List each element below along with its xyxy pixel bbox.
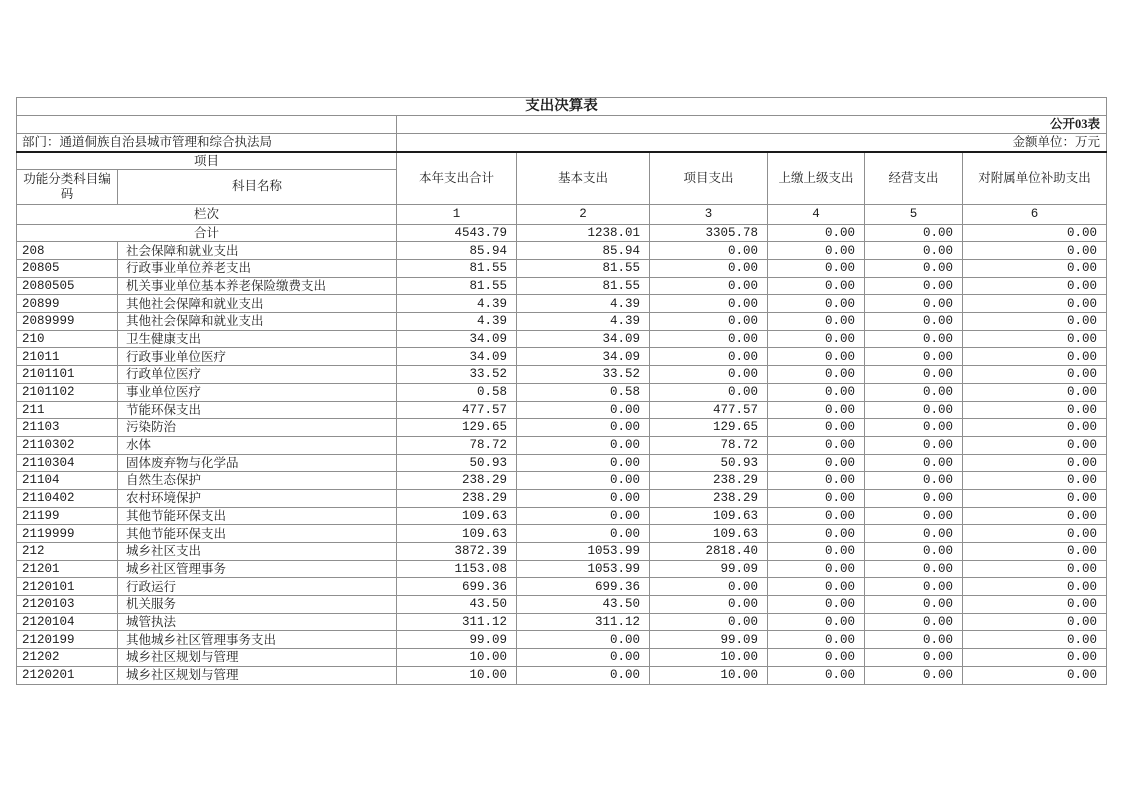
value-cell: 109.63 [650,525,768,543]
value-cell: 0.00 [963,295,1107,313]
table-row [17,472,1107,490]
header-col-operating: 经营支出 [865,152,963,204]
name-cell: 事业单位医疗 [118,383,397,401]
total-value: 0.00 [865,224,963,242]
table-row [17,330,1107,348]
value-cell: 0.00 [650,578,768,596]
value-cell: 0.00 [517,419,650,437]
name-cell: 其他社会保障和就业支出 [118,295,397,313]
department-label: 部门：通道侗族自治县城市管理和综合执法局 [17,133,397,152]
name-cell: 城乡社区规划与管理 [118,666,397,684]
table-row [17,578,1107,596]
value-cell: 1153.08 [397,560,517,578]
table-row [17,366,1107,384]
value-cell: 0.00 [865,613,963,631]
value-cell: 0.00 [768,295,865,313]
table-row [17,454,1107,472]
value-cell: 0.58 [397,383,517,401]
value-cell: 109.63 [397,507,517,525]
code-cell: 2101102 [17,383,118,401]
code-cell: 21202 [17,649,118,667]
value-cell: 0.00 [517,472,650,490]
value-cell: 0.00 [650,260,768,278]
value-cell: 0.00 [768,401,865,419]
code-cell: 21199 [17,507,118,525]
value-cell: 0.00 [963,472,1107,490]
value-cell: 0.00 [963,507,1107,525]
value-cell: 3872.39 [397,543,517,561]
value-cell: 0.00 [768,613,865,631]
code-cell: 212 [17,543,118,561]
table-row [17,666,1107,684]
code-cell: 2120201 [17,666,118,684]
code-cell: 21104 [17,472,118,490]
value-cell: 10.00 [397,649,517,667]
value-cell: 34.09 [517,330,650,348]
name-cell: 其他节能环保支出 [118,507,397,525]
name-cell: 城乡社区管理事务 [118,560,397,578]
title-row [17,98,1107,116]
name-cell: 自然生态保护 [118,472,397,490]
name-cell: 固体废弃物与化学品 [118,454,397,472]
value-cell: 81.55 [397,260,517,278]
value-cell: 0.00 [963,366,1107,384]
value-cell: 0.00 [963,560,1107,578]
total-label: 合计 [17,224,397,242]
column-number: 5 [865,204,963,224]
table-row [17,295,1107,313]
value-cell: 0.00 [768,596,865,614]
code-cell: 210 [17,330,118,348]
table-row [17,489,1107,507]
table-row [17,560,1107,578]
value-cell: 81.55 [517,260,650,278]
column-number: 2 [517,204,650,224]
value-cell: 0.00 [650,313,768,331]
value-cell: 0.00 [650,383,768,401]
table-row [17,383,1107,401]
value-cell: 0.00 [865,313,963,331]
value-cell: 0.00 [517,525,650,543]
value-cell: 0.00 [768,507,865,525]
value-cell: 0.00 [865,560,963,578]
value-cell: 4.39 [517,295,650,313]
value-cell: 0.00 [963,543,1107,561]
table-row [17,543,1107,561]
value-cell: 238.29 [650,472,768,490]
value-cell: 238.29 [397,489,517,507]
value-cell: 0.00 [517,631,650,649]
value-cell: 109.63 [650,507,768,525]
column-number-row [17,204,1107,224]
value-cell: 0.00 [963,454,1107,472]
code-cell: 2120104 [17,613,118,631]
code-cell: 2110304 [17,454,118,472]
value-cell: 0.00 [768,454,865,472]
value-cell: 78.72 [397,436,517,454]
value-cell: 0.00 [963,330,1107,348]
code-cell: 208 [17,242,118,260]
meta-empty-cell [17,115,397,133]
table-row [17,649,1107,667]
value-cell: 34.09 [517,348,650,366]
value-cell: 0.00 [865,242,963,260]
code-cell: 20899 [17,295,118,313]
name-cell: 机关服务 [118,596,397,614]
value-cell: 0.00 [768,631,865,649]
header-project: 项目 [17,152,397,169]
total-value: 3305.78 [650,224,768,242]
header-col-subsidy: 对附属单位补助支出 [963,152,1107,204]
column-number: 3 [650,204,768,224]
value-cell: 0.00 [768,666,865,684]
name-cell: 城管执法 [118,613,397,631]
value-cell: 0.00 [768,313,865,331]
value-cell: 0.00 [768,366,865,384]
value-cell: 0.00 [865,454,963,472]
value-cell: 10.00 [397,666,517,684]
table-row [17,631,1107,649]
name-cell: 水体 [118,436,397,454]
value-cell: 0.00 [865,666,963,684]
table-row [17,613,1107,631]
value-cell: 0.00 [963,596,1107,614]
value-cell: 0.00 [768,242,865,260]
table-row [17,277,1107,295]
code-cell: 2120101 [17,578,118,596]
value-cell: 0.00 [963,436,1107,454]
total-value: 4543.79 [397,224,517,242]
value-cell: 0.00 [865,543,963,561]
sheet-label: 公开03表 [397,115,1107,133]
value-cell: 0.00 [650,348,768,366]
value-cell: 699.36 [517,578,650,596]
total-value: 0.00 [963,224,1107,242]
code-cell: 2110302 [17,436,118,454]
name-cell: 行政运行 [118,578,397,596]
value-cell: 50.93 [650,454,768,472]
value-cell: 0.00 [650,277,768,295]
value-cell: 0.00 [865,489,963,507]
header-name: 科目名称 [118,169,397,204]
value-cell: 0.00 [865,295,963,313]
name-cell: 农村环境保护 [118,489,397,507]
column-number: 6 [963,204,1107,224]
value-cell: 0.00 [768,277,865,295]
column-header-row-1 [17,152,1107,169]
table-row [17,313,1107,331]
value-cell: 81.55 [397,277,517,295]
name-cell: 节能环保支出 [118,401,397,419]
sheet-label-row [17,115,1107,133]
name-cell: 行政事业单位养老支出 [118,260,397,278]
value-cell: 4.39 [517,313,650,331]
value-cell: 2818.40 [650,543,768,561]
value-cell: 0.00 [650,366,768,384]
value-cell: 0.00 [865,348,963,366]
value-cell: 0.00 [963,525,1107,543]
value-cell: 477.57 [650,401,768,419]
code-cell: 2110402 [17,489,118,507]
value-cell: 43.50 [397,596,517,614]
unit-label: 金额单位：万元 [397,133,1107,152]
name-cell: 社会保障和就业支出 [118,242,397,260]
value-cell: 0.00 [768,348,865,366]
code-cell: 21011 [17,348,118,366]
code-cell: 20805 [17,260,118,278]
total-value: 1238.01 [517,224,650,242]
value-cell: 0.00 [963,578,1107,596]
value-cell: 0.00 [865,472,963,490]
value-cell: 33.52 [517,366,650,384]
table-row [17,507,1107,525]
value-cell: 0.00 [963,313,1107,331]
value-cell: 477.57 [397,401,517,419]
value-cell: 0.00 [650,330,768,348]
value-cell: 50.93 [397,454,517,472]
value-cell: 1053.99 [517,543,650,561]
value-cell: 0.00 [768,260,865,278]
value-cell: 99.09 [397,631,517,649]
value-cell: 43.50 [517,596,650,614]
value-cell: 4.39 [397,313,517,331]
table-row [17,419,1107,437]
value-cell: 0.00 [963,419,1107,437]
total-value: 0.00 [768,224,865,242]
value-cell: 0.00 [517,507,650,525]
value-cell: 81.55 [517,277,650,295]
value-cell: 0.00 [963,649,1107,667]
value-cell: 0.00 [768,436,865,454]
value-cell: 0.00 [963,242,1107,260]
code-cell: 2120199 [17,631,118,649]
value-cell: 99.09 [650,631,768,649]
value-cell: 0.00 [768,543,865,561]
table-row [17,436,1107,454]
value-cell: 33.52 [397,366,517,384]
table-head-section [17,98,1107,242]
code-cell: 2089999 [17,313,118,331]
value-cell: 0.00 [865,578,963,596]
value-cell: 0.00 [517,436,650,454]
code-cell: 211 [17,401,118,419]
value-cell: 4.39 [397,295,517,313]
name-cell: 城乡社区支出 [118,543,397,561]
table-row [17,242,1107,260]
value-cell: 0.00 [963,489,1107,507]
value-cell: 0.00 [650,295,768,313]
value-cell: 0.00 [865,525,963,543]
value-cell: 0.00 [517,454,650,472]
value-cell: 0.00 [517,649,650,667]
value-cell: 0.00 [865,436,963,454]
name-cell: 行政事业单位医疗 [118,348,397,366]
value-cell: 0.00 [963,666,1107,684]
value-cell: 0.00 [768,578,865,596]
value-cell: 0.00 [768,472,865,490]
value-cell: 0.00 [865,419,963,437]
value-cell: 0.00 [650,596,768,614]
header-code: 功能分类科目编码 [17,169,118,204]
name-cell: 其他节能环保支出 [118,525,397,543]
value-cell: 0.00 [963,401,1107,419]
value-cell: 0.00 [865,277,963,295]
value-cell: 0.00 [768,525,865,543]
name-cell: 其他社会保障和就业支出 [118,313,397,331]
value-cell: 0.00 [768,419,865,437]
value-cell: 0.00 [768,330,865,348]
name-cell: 行政单位医疗 [118,366,397,384]
table-body [17,242,1107,684]
table-row [17,348,1107,366]
code-cell: 2080505 [17,277,118,295]
value-cell: 0.00 [865,330,963,348]
value-cell: 10.00 [650,666,768,684]
code-cell: 2120103 [17,596,118,614]
value-cell: 34.09 [397,348,517,366]
expenditure-table [16,97,1107,685]
column-number: 1 [397,204,517,224]
value-cell: 699.36 [397,578,517,596]
table-row [17,525,1107,543]
code-cell: 21103 [17,419,118,437]
value-cell: 0.00 [768,649,865,667]
value-cell: 0.58 [517,383,650,401]
value-cell: 0.00 [865,366,963,384]
value-cell: 0.00 [865,507,963,525]
table-row [17,596,1107,614]
value-cell: 0.00 [865,401,963,419]
header-col-upper: 上缴上级支出 [768,152,865,204]
value-cell: 78.72 [650,436,768,454]
value-cell: 0.00 [768,489,865,507]
value-cell: 10.00 [650,649,768,667]
department-row [17,133,1107,152]
value-cell: 311.12 [517,613,650,631]
name-cell: 污染防治 [118,419,397,437]
value-cell: 85.94 [397,242,517,260]
value-cell: 0.00 [963,383,1107,401]
value-cell: 0.00 [517,666,650,684]
code-cell: 2101101 [17,366,118,384]
value-cell: 0.00 [963,277,1107,295]
value-cell: 0.00 [650,242,768,260]
value-cell: 0.00 [963,613,1107,631]
value-cell: 238.29 [650,489,768,507]
code-cell: 21201 [17,560,118,578]
value-cell: 238.29 [397,472,517,490]
value-cell: 0.00 [865,649,963,667]
value-cell: 1053.99 [517,560,650,578]
header-col-total: 本年支出合计 [397,152,517,204]
value-cell: 85.94 [517,242,650,260]
header-col-project: 项目支出 [650,152,768,204]
name-cell: 其他城乡社区管理事务支出 [118,631,397,649]
name-cell: 城乡社区规划与管理 [118,649,397,667]
column-number: 4 [768,204,865,224]
value-cell: 0.00 [865,383,963,401]
value-cell: 0.00 [517,489,650,507]
name-cell: 机关事业单位基本养老保险缴费支出 [118,277,397,295]
table-row [17,260,1107,278]
value-cell: 34.09 [397,330,517,348]
value-cell: 129.65 [397,419,517,437]
table-title: 支出决算表 [17,98,1107,116]
value-cell: 0.00 [865,596,963,614]
lanci-label: 栏次 [17,204,397,224]
value-cell: 311.12 [397,613,517,631]
value-cell: 109.63 [397,525,517,543]
value-cell: 0.00 [865,260,963,278]
value-cell: 0.00 [963,631,1107,649]
code-cell: 2119999 [17,525,118,543]
value-cell: 129.65 [650,419,768,437]
name-cell: 卫生健康支出 [118,330,397,348]
value-cell: 0.00 [650,613,768,631]
total-row [17,224,1107,242]
table-row [17,401,1107,419]
value-cell: 0.00 [963,260,1107,278]
value-cell: 0.00 [963,348,1107,366]
value-cell: 0.00 [517,401,650,419]
value-cell: 0.00 [768,383,865,401]
value-cell: 0.00 [768,560,865,578]
value-cell: 0.00 [865,631,963,649]
header-col-basic: 基本支出 [517,152,650,204]
value-cell: 99.09 [650,560,768,578]
